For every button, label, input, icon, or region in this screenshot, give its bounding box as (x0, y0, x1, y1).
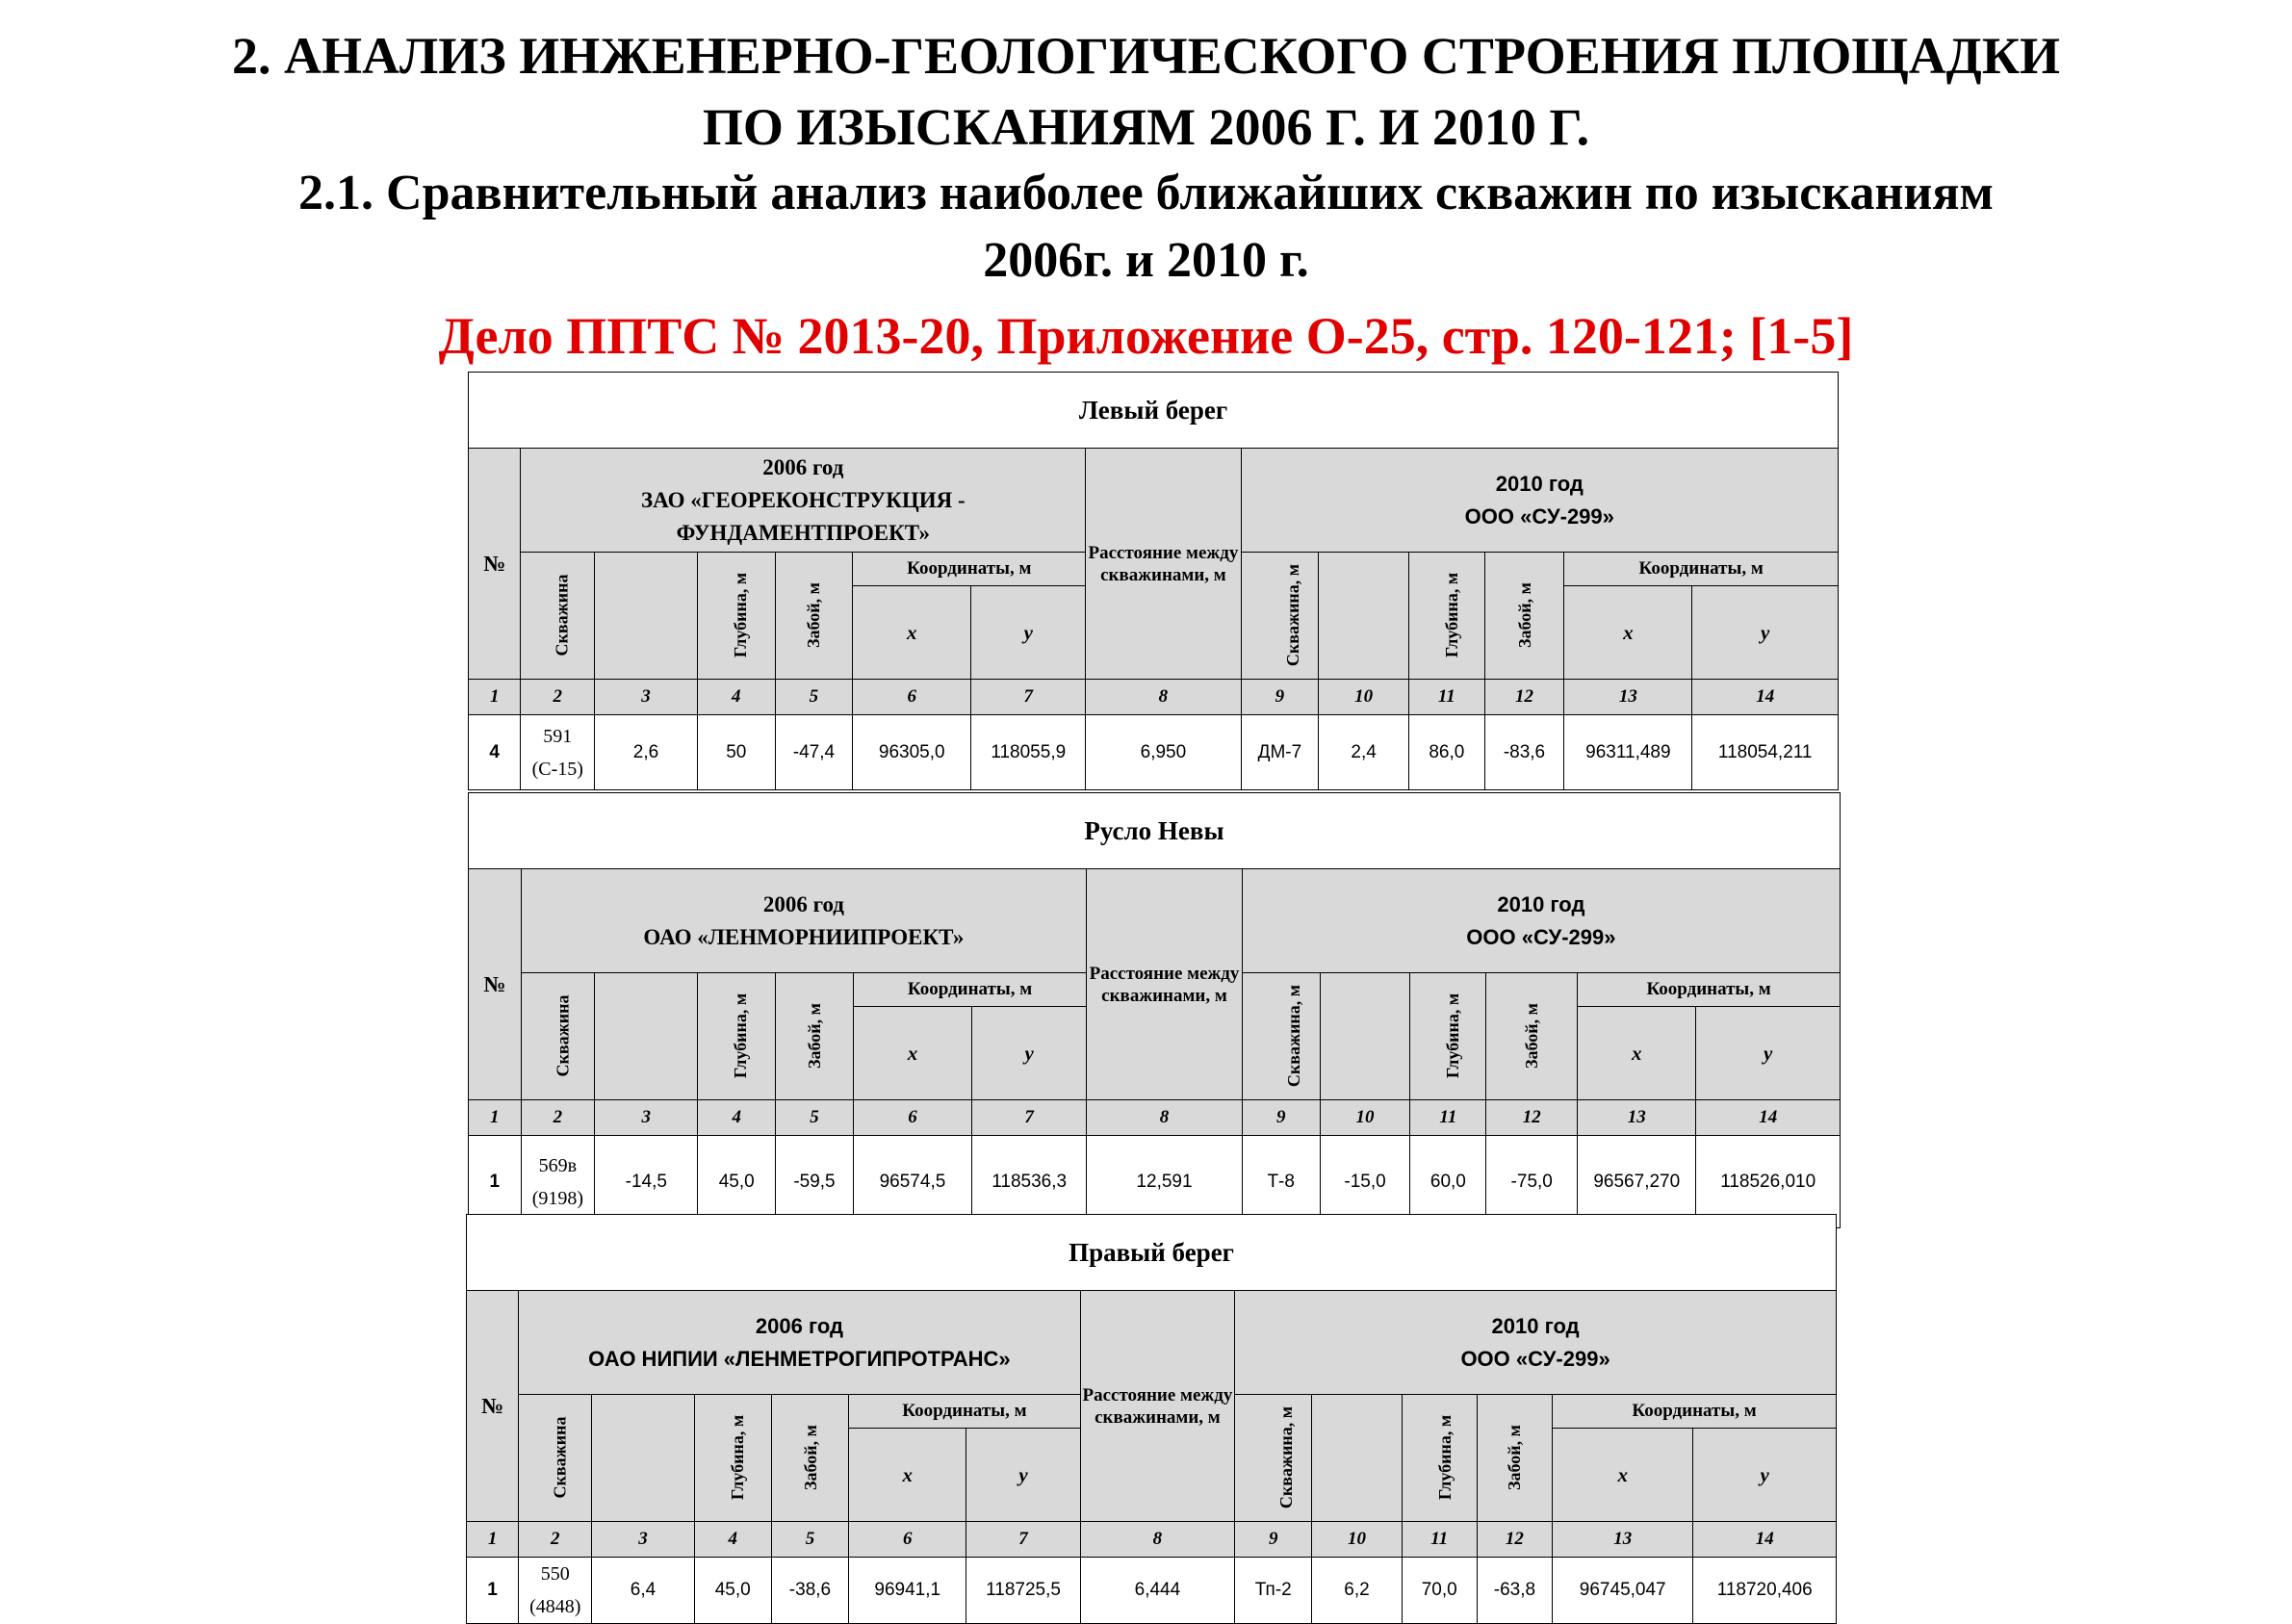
elevation-2010: 6,2 (1312, 1558, 1402, 1624)
column-index: 10 (1319, 680, 1409, 715)
col-header-2006: Забой, м (776, 973, 854, 1100)
section-title-line-1: 2.1. Сравнительный анализ наиболее ближайших скважин по изысканиям (298, 166, 1994, 220)
column-index: 2 (521, 1100, 595, 1136)
column-index: 5 (775, 680, 853, 715)
year-2006: 2006 год (762, 891, 844, 916)
no-header: № (469, 449, 521, 680)
bottom-2010: -83,6 (1484, 715, 1564, 790)
column-index: 14 (1696, 1100, 1841, 1136)
elevation-2006: 6,4 (592, 1558, 694, 1624)
y-2010: 118526,010 (1696, 1136, 1841, 1228)
table-row (467, 1558, 1837, 1624)
elevation-2010: -15,0 (1320, 1136, 1410, 1228)
column-index: 1 (469, 1100, 522, 1136)
well-2006-alias: (С-15) (531, 758, 583, 780)
y-2010: 118054,211 (1692, 715, 1839, 790)
column-index: 8 (1086, 680, 1241, 715)
col-header-2010: Глубина, м (1409, 553, 1485, 680)
col-header-2006: Глубина, м (694, 1395, 771, 1522)
no-header: № (469, 869, 522, 1100)
column-index: 12 (1484, 680, 1564, 715)
column-index: 14 (1693, 1522, 1837, 1558)
well-2010: ДМ-7 (1241, 715, 1319, 790)
depth-2006: 50 (697, 715, 775, 790)
column-index: 1 (467, 1522, 519, 1558)
column-index: 11 (1402, 1522, 1477, 1558)
col-header-2006 (592, 1395, 694, 1522)
distance-header: Расстояние между скважинами, м (1086, 449, 1241, 680)
col-header-2006 (595, 553, 698, 680)
column-index: 3 (595, 1100, 698, 1136)
coords-header-2010: Координаты, м (1578, 973, 1841, 1007)
org-2010-header (1242, 869, 1840, 973)
y-2006: 118055,9 (971, 715, 1086, 790)
well-2006 (519, 1558, 592, 1624)
column-index: 4 (698, 1100, 776, 1136)
y-header: y (971, 586, 1086, 680)
depth-2010: 70,0 (1402, 1558, 1477, 1624)
col-header-2010: Забой, м (1486, 973, 1578, 1100)
col-header-2006 (595, 973, 698, 1100)
well-2006-alias: (9198) (531, 1187, 584, 1209)
column-index: 2 (519, 1522, 592, 1558)
column-index: 5 (776, 1100, 854, 1136)
depth-2010: 60,0 (1410, 1136, 1486, 1228)
x-header: x (853, 1007, 971, 1100)
column-index: 9 (1241, 680, 1319, 715)
borehole-table (466, 1214, 1837, 1624)
borehole-table (468, 372, 1839, 790)
col-header-2010: Забой, м (1484, 553, 1564, 680)
row-number: 1 (469, 1136, 522, 1228)
x-header: x (1564, 586, 1692, 680)
column-index: 13 (1578, 1100, 1696, 1136)
col-header-2010 (1312, 1395, 1402, 1522)
row-number: 4 (469, 715, 521, 790)
col-header-2006: Скважина (521, 973, 595, 1100)
well-2006-alias: (4848) (529, 1596, 581, 1617)
col-header-2006: Скважина (521, 553, 595, 680)
x-header: x (853, 586, 971, 680)
column-index: 5 (771, 1522, 848, 1558)
y-header: y (972, 1007, 1087, 1100)
depth-2006: 45,0 (694, 1558, 771, 1624)
column-index: 1 (469, 680, 521, 715)
section-title-line-2: 2006г. и 2010 г. (983, 233, 1309, 288)
column-index: 8 (1087, 1100, 1243, 1136)
year-2006: 2006 год (762, 454, 844, 479)
distance-value: 6,444 (1080, 1558, 1234, 1624)
bottom-2006: -59,5 (776, 1136, 854, 1228)
y-2006: 118536,3 (972, 1136, 1087, 1228)
depth-2010: 86,0 (1409, 715, 1485, 790)
table-title: Русло Невы (469, 793, 1841, 869)
bottom-2010: -63,8 (1477, 1558, 1552, 1624)
column-index: 6 (853, 1100, 971, 1136)
org-2010: ООО «СУ-299» (1460, 1346, 1610, 1371)
column-index: 14 (1692, 680, 1839, 715)
column-index: 8 (1080, 1522, 1234, 1558)
table-title: Левый берег (469, 373, 1839, 449)
y-header: y (1693, 1429, 1837, 1522)
well-2010: Т-8 (1242, 1136, 1320, 1228)
column-index: 3 (592, 1522, 694, 1558)
table-title: Правый берег (467, 1215, 1837, 1291)
col-header-2010 (1320, 973, 1410, 1100)
x-header: x (849, 1429, 966, 1522)
table-row (469, 715, 1839, 790)
col-header-2006: Глубина, м (697, 553, 775, 680)
org-2010: ООО «СУ-299» (1466, 924, 1616, 949)
y-header: y (966, 1429, 1080, 1522)
col-header-2010: Скважина, м (1235, 1395, 1312, 1522)
column-index: 12 (1477, 1522, 1552, 1558)
year-2006: 2006 год (755, 1313, 843, 1338)
well-2006-number: 591 (543, 725, 573, 747)
col-header-2010: Глубина, м (1410, 973, 1486, 1100)
column-index: 7 (971, 680, 1086, 715)
column-index: 4 (697, 680, 775, 715)
coords-header-2006: Координаты, м (849, 1395, 1081, 1429)
column-index: 12 (1486, 1100, 1578, 1136)
col-header-2010 (1319, 553, 1409, 680)
row-number: 1 (467, 1558, 519, 1624)
coords-header-2010: Координаты, м (1564, 553, 1839, 586)
elevation-2006: -14,5 (595, 1136, 698, 1228)
y-header: y (1696, 1007, 1841, 1100)
distance-header: Расстояние между скважинами, м (1080, 1291, 1234, 1522)
bottom-2006: -38,6 (771, 1558, 848, 1624)
x-2010: 96311,489 (1564, 715, 1692, 790)
column-index: 13 (1553, 1522, 1693, 1558)
well-2006 (521, 715, 595, 790)
distance-value: 12,591 (1087, 1136, 1243, 1228)
coords-header-2010: Координаты, м (1553, 1395, 1837, 1429)
distance-header: Расстояние между скважинами, м (1087, 869, 1243, 1100)
coords-header-2006: Координаты, м (853, 553, 1086, 586)
distance-value: 6,950 (1086, 715, 1241, 790)
org-2006-header (519, 1291, 1081, 1395)
page-title-line-2: ПО ИЗЫСКАНИЯМ 2006 Г. И 2010 Г. (702, 98, 1590, 156)
column-index: 6 (853, 680, 971, 715)
col-header-2010: Скважина, м (1241, 553, 1319, 680)
case-reference: Дело ППТС № 2013-20, Приложение О-25, стр. 120-121; [1-5] (438, 307, 1854, 365)
col-header-2010: Глубина, м (1402, 1395, 1477, 1522)
org-2006-header (521, 869, 1087, 973)
org-2010: ООО «СУ-299» (1464, 503, 1614, 528)
column-index: 13 (1564, 680, 1692, 715)
column-index: 7 (972, 1100, 1087, 1136)
x-2006: 96305,0 (853, 715, 971, 790)
column-index: 10 (1312, 1522, 1402, 1558)
x-2010: 96567,270 (1578, 1136, 1696, 1228)
org-2006-line-1: ЗАО «ГЕОРЕКОНСТРУКЦИЯ - (641, 487, 966, 512)
coords-header-2006: Координаты, м (853, 973, 1086, 1007)
org-2006: ОАО НИПИИ «ЛЕНМЕТРОГИПРОТРАНС» (588, 1346, 1011, 1371)
elevation-2006: 2,6 (595, 715, 698, 790)
x-header: x (1553, 1429, 1693, 1522)
y-2006: 118725,5 (966, 1558, 1080, 1624)
column-index: 9 (1235, 1522, 1312, 1558)
col-header-2010: Скважина, м (1242, 973, 1320, 1100)
column-index: 11 (1409, 680, 1485, 715)
y-2010: 118720,406 (1693, 1558, 1837, 1624)
column-index: 9 (1242, 1100, 1320, 1136)
elevation-2010: 2,4 (1319, 715, 1409, 790)
year-2010: 2010 год (1491, 1313, 1580, 1338)
col-header-2006: Забой, м (771, 1395, 848, 1522)
org-2006: ОАО «ЛЕНМОРНИИПРОЕКТ» (643, 924, 965, 949)
column-index: 6 (849, 1522, 966, 1558)
year-2010: 2010 год (1497, 891, 1585, 916)
bottom-2006: -47,4 (775, 715, 853, 790)
depth-2006: 45,0 (698, 1136, 776, 1228)
column-index: 10 (1320, 1100, 1410, 1136)
well-2006-number: 550 (540, 1563, 570, 1585)
org-2006-line-2: ФУНДАМЕНТПРОЕКТ» (676, 520, 931, 545)
page-title-line-1: 2. АНАЛИЗ ИНЖЕНЕРНО-ГЕОЛОГИЧЕСКОГО СТРОЕНИЯ ПЛОЩАДКИ (232, 27, 2060, 85)
column-index: 2 (521, 680, 595, 715)
org-2010-header (1241, 449, 1838, 553)
x-header: x (1578, 1007, 1696, 1100)
col-header-2006: Скважина (519, 1395, 592, 1522)
x-2006: 96941,1 (849, 1558, 966, 1624)
column-index: 11 (1410, 1100, 1486, 1136)
column-index: 7 (966, 1522, 1080, 1558)
org-2006-header (521, 449, 1086, 553)
x-2010: 96745,047 (1553, 1558, 1693, 1624)
no-header: № (467, 1291, 519, 1522)
year-2010: 2010 год (1495, 471, 1584, 496)
column-index: 4 (694, 1522, 771, 1558)
col-header-2006: Глубина, м (698, 973, 776, 1100)
col-header-2006: Забой, м (775, 553, 853, 680)
col-header-2010: Забой, м (1477, 1395, 1552, 1522)
bottom-2010: -75,0 (1486, 1136, 1578, 1228)
y-header: y (1692, 586, 1839, 680)
well-2010: Тп-2 (1235, 1558, 1312, 1624)
column-index: 3 (595, 680, 698, 715)
borehole-table (468, 792, 1841, 1228)
well-2006-number: 569в (538, 1154, 578, 1176)
org-2010-header (1235, 1291, 1837, 1395)
x-2006: 96574,5 (853, 1136, 971, 1228)
